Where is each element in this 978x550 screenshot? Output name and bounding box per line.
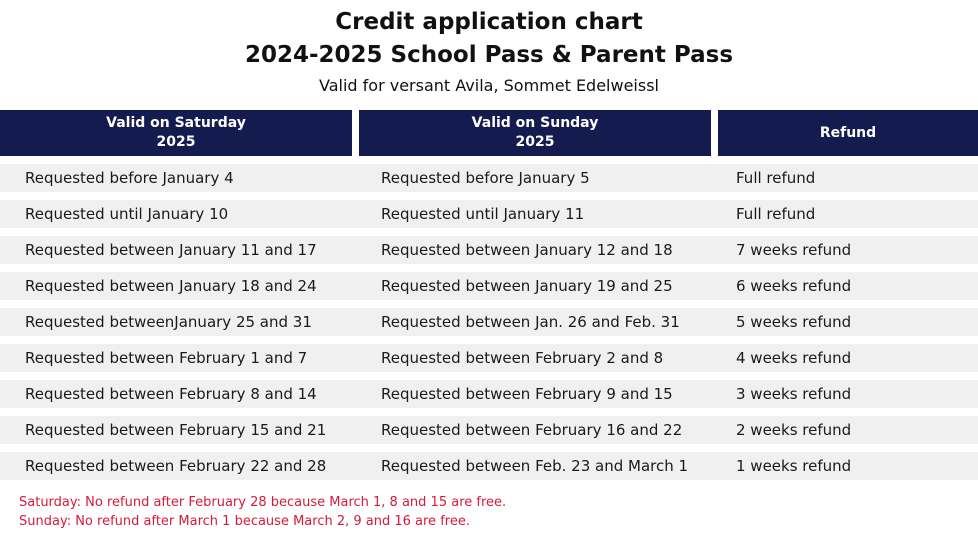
header-sunday xyxy=(359,110,711,156)
refund-table-body xyxy=(0,164,978,488)
table-row xyxy=(0,308,978,336)
refund-cell: 1 weeks refund xyxy=(736,457,852,475)
table-row xyxy=(0,272,978,300)
sunday-cell: Requested until January 11 xyxy=(381,205,585,223)
refund-cell: 2 weeks refund xyxy=(736,421,852,439)
saturday-cell: Requested between February 1 and 7 xyxy=(25,349,308,367)
refund-cell: 6 weeks refund xyxy=(736,277,852,295)
header-saturday xyxy=(0,110,352,156)
header-saturday-line2: 2025 xyxy=(156,134,196,150)
table-row xyxy=(0,416,978,444)
saturday-cell: Requested before January 4 xyxy=(25,169,234,187)
sunday-cell: Requested between February 16 and 22 xyxy=(381,421,683,439)
table-row xyxy=(0,344,978,372)
table-row xyxy=(0,164,978,192)
saturday-cell: Requested between January 11 and 17 xyxy=(25,241,317,259)
table-row xyxy=(0,200,978,228)
saturday-cell: Requested between February 8 and 14 xyxy=(25,385,317,403)
header-sunday-line2: 2025 xyxy=(515,134,555,150)
table-header xyxy=(0,110,978,156)
header-refund-label: Refund xyxy=(819,124,877,141)
sunday-cell: Requested between January 19 and 25 xyxy=(381,277,673,295)
saturday-cell: Requested between February 15 and 21 xyxy=(25,421,327,439)
refund-cell: 4 weeks refund xyxy=(736,349,852,367)
table-row xyxy=(0,452,978,480)
header-sunday-line1: Valid on Sunday xyxy=(471,115,599,131)
refund-cell: 5 weeks refund xyxy=(736,313,852,331)
sunday-cell: Requested between February 9 and 15 xyxy=(381,385,673,403)
sunday-cell: Requested between Jan. 26 and Feb. 31 xyxy=(381,313,680,331)
sunday-cell: Requested between Feb. 23 and March 1 xyxy=(381,457,689,475)
saturday-cell: Requested betweenJanuary 25 and 31 xyxy=(25,313,312,331)
sunday-note: Sunday: No refund after March 1 because March 2, 9 and 16 are free. xyxy=(19,514,470,529)
sunday-cell: Requested between January 12 and 18 xyxy=(381,241,673,259)
table-row xyxy=(0,236,978,264)
refund-cell: 7 weeks refund xyxy=(736,241,852,259)
saturday-cell: Requested between January 18 and 24 xyxy=(25,277,317,295)
refund-cell: Full refund xyxy=(736,169,816,187)
page-title: Credit application chart xyxy=(335,9,643,35)
validity-subtitle: Valid for versant Avila, Sommet Edelweissl xyxy=(319,76,659,95)
sunday-cell: Requested before January 5 xyxy=(381,169,590,187)
refund-cell: 3 weeks refund xyxy=(736,385,852,403)
header-saturday-line1: Valid on Saturday xyxy=(106,115,246,131)
header-refund xyxy=(718,110,978,156)
refund-cell: Full refund xyxy=(736,205,816,223)
table-row xyxy=(0,380,978,408)
saturday-cell: Requested until January 10 xyxy=(25,205,229,223)
page-subtitle-pass: 2024-2025 School Pass & Parent Pass xyxy=(244,42,734,68)
saturday-note: Saturday: No refund after February 28 because March 1, 8 and 15 are free. xyxy=(19,495,507,510)
sunday-cell: Requested between February 2 and 8 xyxy=(381,349,664,367)
saturday-cell: Requested between February 22 and 28 xyxy=(25,457,327,475)
